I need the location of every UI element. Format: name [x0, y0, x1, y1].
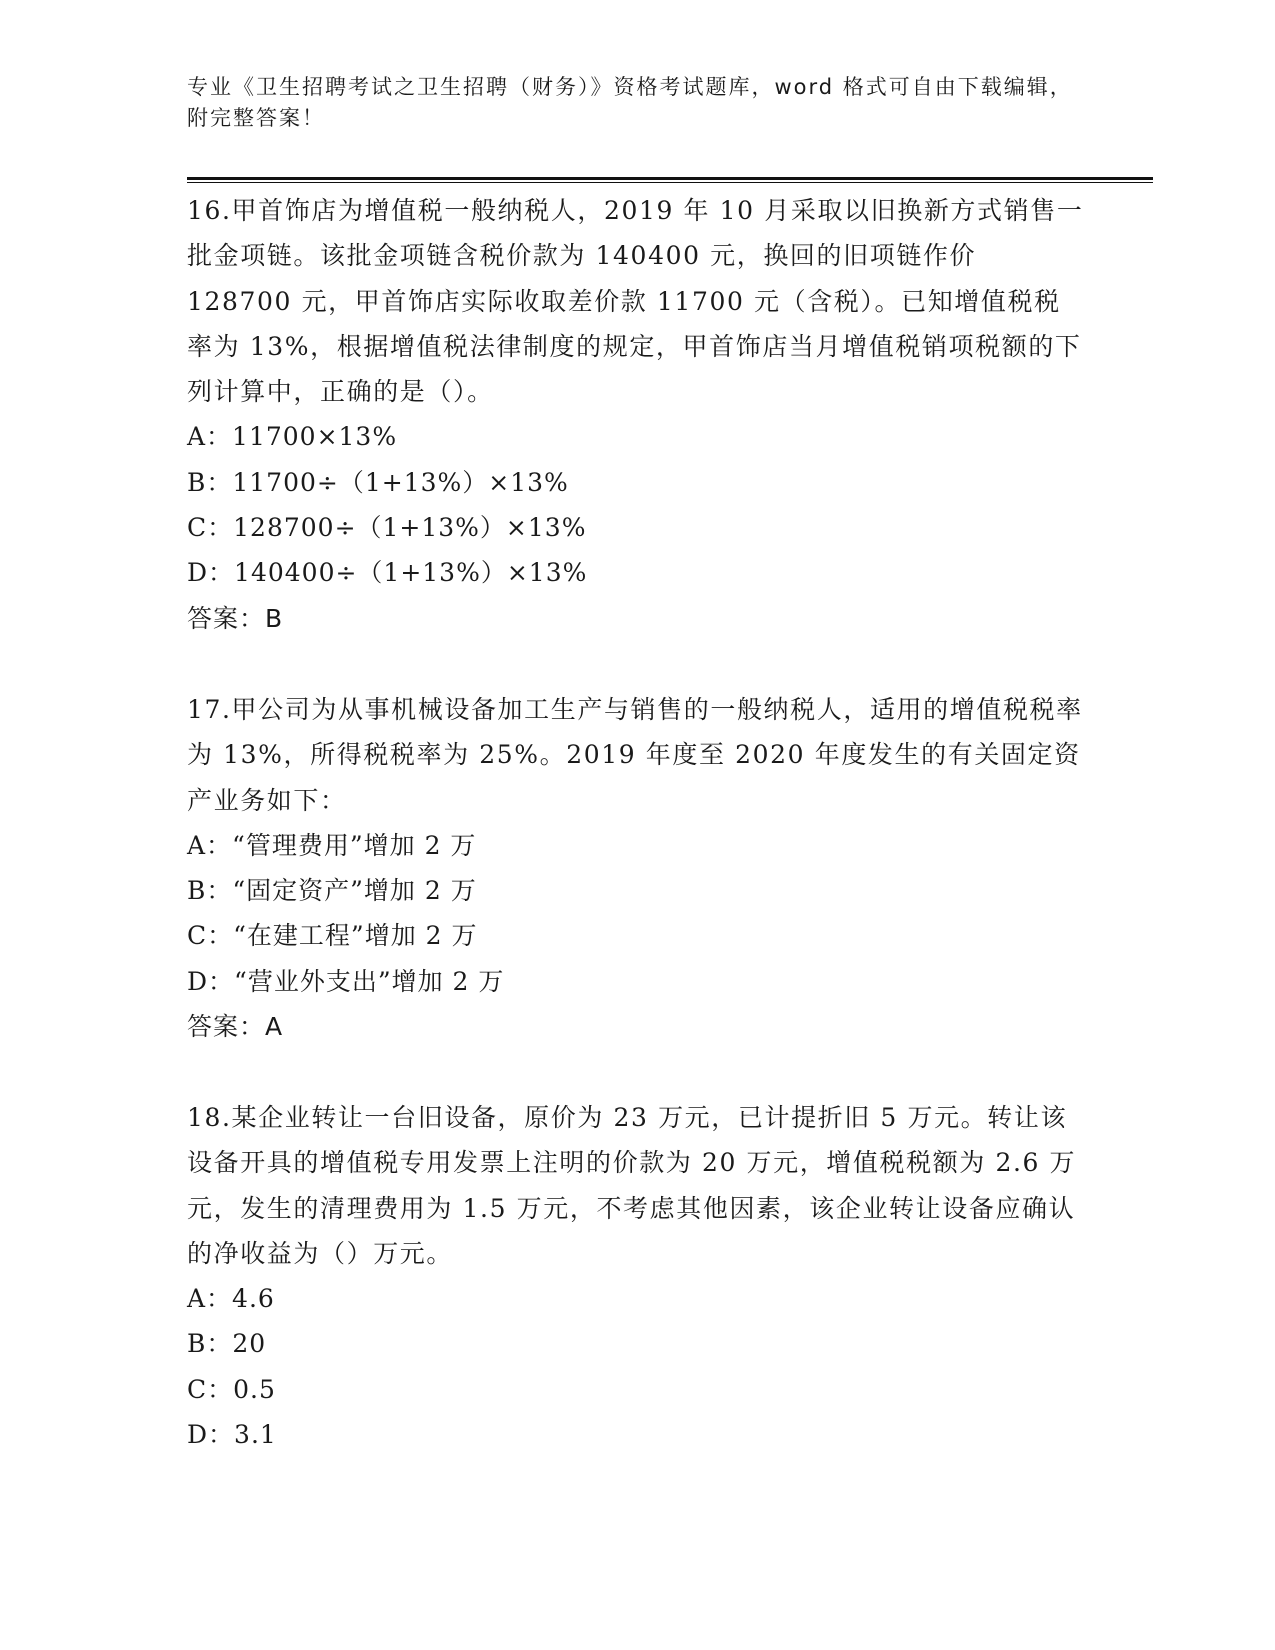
answer-line: 答案：A: [187, 1012, 284, 1042]
option-d: D：“营业外支出”增加 2 万: [187, 966, 505, 996]
option-b: B：“固定资产”增加 2 万: [187, 876, 477, 906]
option-a: A：“管理费用”增加 2 万: [187, 830, 477, 860]
option-a: A：4.6: [187, 1284, 275, 1314]
answer-line: 答案：B: [187, 603, 284, 633]
header-divider-thin: [187, 182, 1153, 183]
header-divider-thick: [187, 177, 1153, 180]
option-b: B：20: [187, 1329, 267, 1359]
option-a: A：11700×13%: [187, 422, 398, 452]
question-stem: 17.甲公司为从事机械设备加工生产与销售的一般纳税人，适用的增值税税率为 13%，所得税税率为 25%。2019 年度至 2020 年度发生的有关固定资产业务如下：: [187, 695, 1083, 815]
question-16: [187, 188, 1087, 641]
question-stem: 16.甲首饰店为增值税一般纳税人，2019 年 10 月采取以旧换新方式销售一批金项链。该批金项链含税价款为 140400 元，换回的旧项链作价 128700 元，甲首饰店实际收取差价款 11700 元（含税）。已知增值税税率为 13%，根据增值税法律制度的规定，甲首饰店当月增值税销项税额的下列计算中，正确的是（）。: [187, 196, 1084, 407]
question-18: [187, 1095, 1087, 1457]
option-b: B：11700÷（1+13%）×13%: [187, 467, 569, 497]
option-c: C：128700÷（1+13%）×13%: [187, 513, 587, 543]
option-c: C：“在建工程”增加 2 万: [187, 921, 478, 951]
option-d: D：3.1: [187, 1420, 277, 1450]
option-d: D：140400÷（1+13%）×13%: [187, 558, 588, 588]
question-17: [187, 687, 1087, 1049]
option-c: C：0.5: [187, 1374, 276, 1404]
document-header: 专业《卫生招聘考试之卫生招聘（财务）》资格考试题库，word 格式可自由下载编辑，附完整答案！: [187, 75, 1073, 130]
question-stem: 18.某企业转让一台旧设备，原价为 23 万元，已计提折旧 5 万元。转让该设备开具的增值税专用发票上注明的价款为 20 万元，增值税税额为 2.6 万元，发生的清理费用为 1.5 万元，不考虑其他因素，该企业转让设备应确认的净收益为（）万元。: [187, 1103, 1077, 1268]
